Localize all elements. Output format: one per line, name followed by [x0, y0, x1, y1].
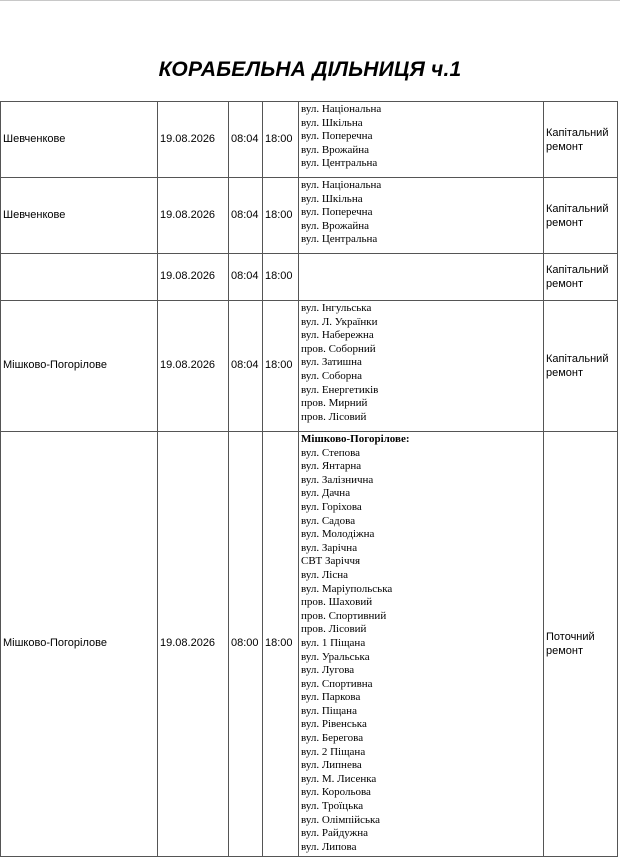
streets-header: Мішково-Погорілове:: [301, 433, 410, 445]
street-item: вул. Залізнична: [301, 473, 374, 486]
street-item: вул. Райдужна: [301, 827, 369, 840]
schedule-body: [1, 102, 618, 857]
table-row: [1, 432, 618, 857]
street-item: вул. Лісна: [301, 568, 348, 581]
date-cell: 19.08.2026: [158, 432, 229, 857]
street-item: вул. Липова: [301, 840, 357, 853]
table-row: [1, 254, 618, 301]
street-item: вул. Степова: [301, 446, 361, 459]
street-item: вул. Національна: [301, 103, 382, 115]
street-item: вул. Спортивна: [301, 677, 373, 690]
street-item: вул. Дачна: [301, 487, 351, 500]
settlement-cell: Мішково-Погорілове: [1, 432, 158, 857]
street-item: вул. Л. Українки: [301, 315, 378, 328]
street-item: пров. Лісовий: [301, 623, 367, 636]
street-item: пров. Соборний: [301, 342, 376, 355]
street-item: вул. 2 Піщана: [301, 745, 366, 758]
repair-type-cell: Поточний ремонт: [544, 432, 618, 857]
street-item: вул. Поперечна: [301, 206, 373, 219]
street-item: вул. Врожайна: [301, 219, 370, 232]
street-item: вул. Шкільна: [301, 116, 363, 129]
date-cell: 19.08.2026: [158, 301, 229, 432]
streets-cell: [299, 301, 544, 432]
street-item: вул. Лугова: [301, 664, 355, 677]
end-time-cell: 18:00: [263, 254, 299, 301]
streets-cell: [299, 102, 544, 178]
start-time-cell: 08:04: [229, 254, 263, 301]
street-item: вул. Піщана: [301, 704, 357, 717]
repair-type-cell: Капітальний ремонт: [544, 178, 618, 254]
street-item: вул. Центральна: [301, 157, 378, 170]
street-item: вул. Національна: [301, 179, 382, 191]
street-item: пров. Лісовий: [301, 410, 367, 423]
streets-cell: [299, 254, 544, 301]
repair-type-cell: Капітальний ремонт: [544, 301, 618, 432]
street-item: вул. Набережна: [301, 329, 374, 342]
street-item: вул. Липнева: [301, 759, 362, 772]
street-item: вул. Олімпійська: [301, 813, 381, 826]
street-item: вул. Врожайна: [301, 143, 370, 156]
start-time-cell: 08:04: [229, 102, 263, 178]
street-item: вул. Берегова: [301, 732, 364, 745]
street-item: вул. Паркова: [301, 691, 361, 704]
end-time-cell: 18:00: [263, 301, 299, 432]
street-item: вул. Зарічна: [301, 541, 358, 554]
date-cell: 19.08.2026: [158, 102, 229, 178]
settlement-cell: [1, 254, 158, 301]
street-item: вул. Корольова: [301, 786, 371, 799]
end-time-cell: 18:00: [263, 178, 299, 254]
top-rule: [0, 0, 620, 1]
end-time-cell: 18:00: [263, 432, 299, 857]
street-item: вул. Янтарна: [301, 460, 362, 473]
start-time-cell: 08:04: [229, 301, 263, 432]
street-item: вул. Маріупольська: [301, 582, 393, 595]
settlement-cell: Шевченкове: [1, 102, 158, 178]
start-time-cell: 08:04: [229, 178, 263, 254]
street-item: вул. Горіхова: [301, 500, 362, 513]
street-item: вул. Шкільна: [301, 192, 363, 205]
table-row: [1, 178, 618, 254]
streets-cell: [299, 178, 544, 254]
table-row: [1, 102, 618, 178]
street-item: пров. Спортивний: [301, 609, 387, 622]
street-item: вул. Енергетиків: [301, 383, 379, 396]
outage-schedule-table: [0, 101, 618, 857]
page-title: КОРАБЕЛЬНА ДІЛЬНИЦЯ ч.1: [158, 58, 462, 81]
settlement-cell: Шевченкове: [1, 178, 158, 254]
street-item: вул. Уральська: [301, 650, 370, 663]
street-item: пров. Шаховий: [301, 596, 373, 609]
street-item: вул. Садова: [301, 514, 356, 527]
street-item: вул. Центральна: [301, 233, 378, 246]
street-item: вул. М. Лисенка: [301, 772, 377, 785]
street-item: вул. Затишна: [301, 356, 362, 369]
date-cell: 19.08.2026: [158, 178, 229, 254]
end-time-cell: 18:00: [263, 102, 299, 178]
streets-cell: [299, 432, 544, 857]
street-item: вул. Троїцька: [301, 800, 364, 813]
street-item: вул. Молодіжна: [301, 528, 375, 541]
street-item: пров. Мирний: [301, 397, 368, 410]
street-item: СВТ Заріччя: [301, 555, 361, 568]
repair-type-cell: Капітальний ремонт: [544, 102, 618, 178]
settlement-cell: Мішково-Погорілове: [1, 301, 158, 432]
street-item: вул. Інгульська: [301, 302, 372, 314]
table-row: [1, 301, 618, 432]
start-time-cell: 08:00: [229, 432, 263, 857]
repair-type-cell: Капітальний ремонт: [544, 254, 618, 301]
street-item: вул. Поперечна: [301, 130, 373, 143]
street-item: вул. Соборна: [301, 369, 363, 382]
street-item: вул. 1 Піщана: [301, 636, 366, 649]
street-item: вул. Рівенська: [301, 718, 367, 731]
date-cell: 19.08.2026: [158, 254, 229, 301]
